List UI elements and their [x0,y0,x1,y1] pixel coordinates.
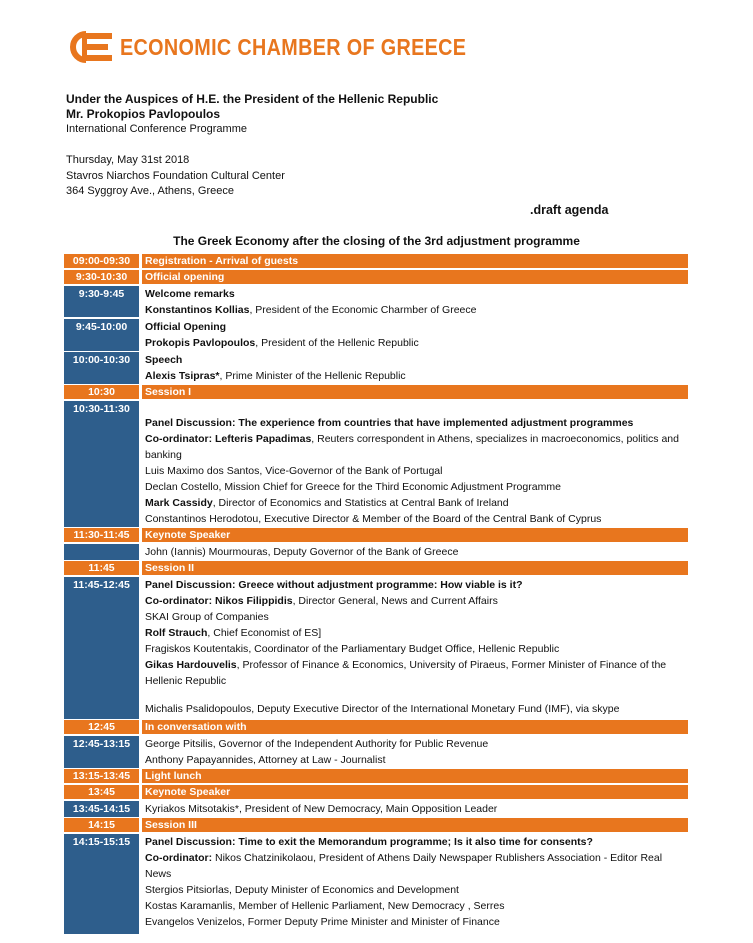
speaker-line [145,801,688,817]
time-cell: 14:15 [64,818,139,832]
speaker-name: Prokopis Pavlopoulos [145,337,256,349]
speaker-name: George Pitsilis [145,738,213,750]
item-content [142,736,688,768]
item-content [142,319,688,351]
speaker-role: SKAI Group of Companies [145,611,269,623]
item-content [142,801,688,817]
programme-label: International Conference Programme [66,123,247,135]
speaker-role: , President of New Democracy, Main Opposition Leader [238,803,498,815]
item-title: Welcome remarks [145,288,235,300]
speaker-line [145,495,688,511]
agenda-item [64,801,688,817]
coordinator-line [145,593,688,609]
speaker-name: Michalis Psalidopoulos [145,703,252,715]
speaker-role: , Deputy Minister of Economics and Development [229,884,459,896]
time-cell: 9:30-10:30 [64,270,139,284]
session-label: Registration - Arrival of guests [142,254,688,268]
speaker-name: Luis Maximo dos Santos [145,465,260,477]
speaker-role: , Member of Hellenic Parliament, New Democracy , Serres [232,900,505,912]
coordinator-line [145,431,688,463]
agenda-header-row [64,785,688,799]
speaker-name: Constantinos Herodotou [145,513,259,525]
time-cell: 9:30-9:45 [64,286,139,317]
speaker-role: , Executive Director & Member of the Board of the Central Bank of Cyprus [258,513,602,525]
speaker-role: , Vice-Governor of the Bank of Portugal [259,465,443,477]
agenda-table [64,254,688,935]
item-content [142,352,688,384]
agenda-item [64,352,688,384]
speaker-role: , Deputy Executive Director of the International Monetary Fund (IMF), via skype [251,703,620,715]
time-cell: 13:45 [64,785,139,799]
speaker-role: , Governor of the Independent Authority for Public Revenue [212,738,489,750]
item-title: Panel Discussion: The experience from countries that have implemented adjustment programmes [145,417,634,429]
agenda-item [64,319,688,351]
speaker-name: Konstantinos Kollias [145,304,250,316]
agenda-item [64,401,688,527]
agenda-item [64,834,688,934]
speaker-line [145,511,688,527]
speaker-role: , Director of Economics and Statistics at Central Bank of Ireland [212,497,509,509]
session-label: Keynote Speaker [142,785,688,799]
item-title: Official Opening [145,321,227,333]
speaker-line [145,914,688,930]
speaker-role: , President of Athens Daily Newspaper Rublishers Association - Editor Real News [145,852,663,880]
event-venue: Stavros Niarchos Foundation Cultural Center [66,170,285,182]
speaker-line [145,752,688,768]
speaker-name: Kyriakos Mitsotakis* [145,803,239,815]
event-address: 364 Syggroy Ave., Athens, Greece [66,185,234,197]
item-content [142,577,688,719]
session-label: Session III [142,818,688,832]
agenda-header-row [64,561,688,575]
speaker-role: , President of the Hellenic Republic [255,337,419,349]
speaker-role: , Professor of Finance & Economics, University of Piraeus, Former Minister of Finance of the Hellenic Republic [145,659,667,687]
agenda-header-row [64,528,688,542]
speaker-role: , Prime Minister of the Hellenic Republic [219,370,406,382]
coordinator-label: Co-ordinator: [145,595,215,607]
speaker-role: , Attorney at Law - Journalist [253,754,386,766]
time-cell: 11:45 [64,561,139,575]
session-label: Session I [142,385,688,399]
draft-label: .draft agenda [530,203,609,217]
item-title: Speech [145,354,183,366]
chamber-logo-icon [66,30,116,64]
speaker-name: Kostas Karamanlis [145,900,233,912]
agenda-item [64,577,688,719]
coordinator-label: Co-ordinator: [145,852,215,864]
agenda-header-row [64,254,688,268]
time-cell: 10:30-11:30 [64,401,139,527]
agenda-header-row [64,270,688,284]
speaker-name: Nikos Filippidis [215,595,293,607]
item-content [142,834,688,934]
agenda-title: The Greek Economy after the closing of the 3rd adjustment programme [173,234,580,248]
speaker-role: , Chief Economist of ES] [207,627,322,639]
agenda-item [64,736,688,768]
time-cell: 10:00-10:30 [64,352,139,384]
time-cell [64,544,139,560]
speaker-name: Stergios Pitsiorlas [145,884,230,896]
item-title: Panel Discussion: Time to exit the Memorandum programme; Is it also time for consents? [145,836,593,848]
time-cell: 12:45-13:15 [64,736,139,768]
time-cell: 12:45 [64,720,139,734]
item-content [142,544,688,560]
speaker-line [145,335,688,351]
speaker-line [145,641,688,657]
agenda-header-row [64,769,688,783]
speaker-line [145,898,688,914]
agenda-header-row [64,385,688,399]
session-label: Official opening [142,270,688,284]
time-cell: 14:15-15:15 [64,834,139,934]
speaker-name: Fragiskos Koutentakis [145,643,249,655]
speaker-role: , Reuters correspondent in Athens, specializes in macroeconomics, politics and banking [145,433,679,461]
speaker-line [145,657,688,689]
time-cell: 11:45-12:45 [64,577,139,719]
item-title: Panel Discussion: Greece without adjustment programme: How viable is it? [145,579,523,591]
agenda-header-row [64,720,688,734]
speaker-name: Declan Costello [145,481,219,493]
speaker-role: , President of the Economic Charmber of Greece [249,304,477,316]
speaker-role: , Former Deputy Prime Minister and Minister of Finance [241,916,500,928]
item-content [142,401,688,527]
speaker-line [145,882,688,898]
time-cell: 11:30-11:45 [64,528,139,542]
time-cell: 10:30 [64,385,139,399]
speaker-line [145,302,688,318]
speaker-name: Lefteris Papadimas [215,433,312,445]
coordinator-line [145,850,688,882]
session-label: Keynote Speaker [142,528,688,542]
speaker-line [145,625,688,641]
session-label: In conversation with [142,720,688,734]
agenda-item [64,286,688,318]
speaker-name: John (Iannis) Mourmouras [145,546,268,558]
logo [66,30,523,64]
speaker-role: , Deputy Governor of the Bank of Greece [267,546,459,558]
time-cell: 9:45-10:00 [64,319,139,351]
time-cell: 09:00-09:30 [64,254,139,268]
speaker-name: Evangelos Venizelos [145,916,242,928]
speaker-name: Gikas Hardouvelis [145,659,237,671]
item-content [142,286,688,318]
time-cell: 13:15-13:45 [64,769,139,783]
speaker-line [145,701,688,717]
speaker-role: , Coordinator of the Parliamentary Budget Office, Hellenic Republic [248,643,560,655]
speaker-line [145,479,688,495]
speaker-role: , Director General, News and Current Affairs [292,595,498,607]
speaker-name: Mark Cassidy [145,497,213,509]
agenda-item [64,544,688,560]
auspices-line: Under the Auspices of H.E. the President of the Hellenic Republic [66,92,439,106]
speaker-name: Nikos Chatzinikolaou [215,852,314,864]
time-cell: 13:45-14:15 [64,801,139,817]
session-label: Light lunch [142,769,688,783]
coordinator-label: Co-ordinator: [145,433,215,445]
president-name: Mr. Prokopios Pavlopoulos [66,107,221,121]
speaker-line [145,368,688,384]
speaker-line [145,463,688,479]
speaker-role: , Mission Chief for Greece for the Third Economic Adjustment Programme [218,481,561,493]
agenda-header-row [64,818,688,832]
speaker-line [145,736,688,752]
speaker-name: Rolf Strauch [145,627,208,639]
speaker-name: Alexis Tsipras* [145,370,220,382]
logo-text: ECONOMIC CHAMBER OF GREECE [120,33,467,60]
event-date: Thursday, May 31st 2018 [66,154,190,166]
speaker-line [145,544,688,560]
session-label: Session II [142,561,688,575]
speaker-name: Anthony Papayannides [145,754,253,766]
